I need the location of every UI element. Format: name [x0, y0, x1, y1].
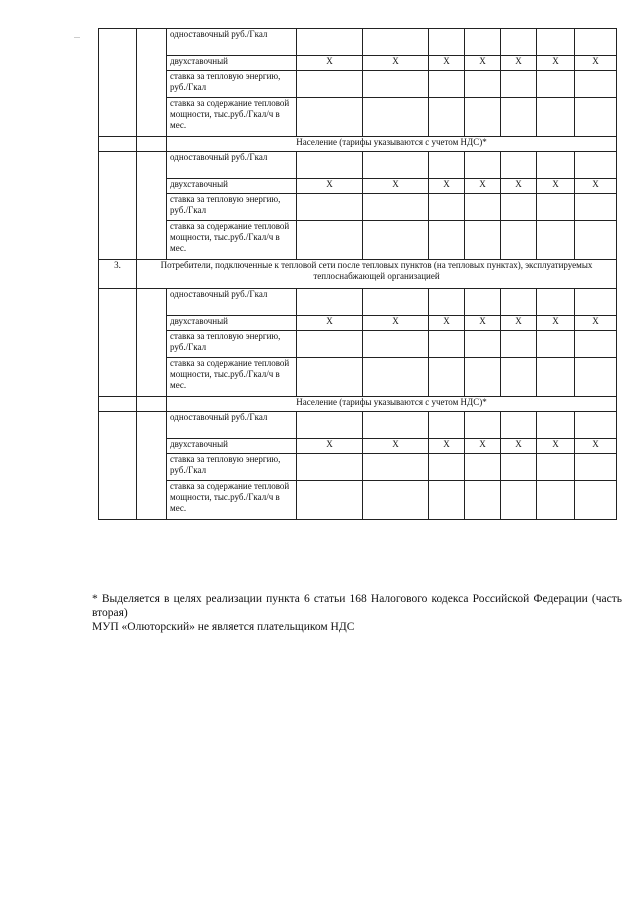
table-row — [99, 221, 617, 260]
section-number: 3. — [99, 260, 137, 289]
population-heading: Население (тарифы указываются с учетом НДС)* — [167, 397, 617, 412]
table-row — [99, 152, 617, 179]
population-heading: Население (тарифы указываются с учетом НДС)* — [167, 137, 617, 152]
table-row — [99, 29, 617, 56]
x-mark: Х — [501, 439, 537, 454]
x-mark: Х — [501, 179, 537, 194]
table-row — [99, 358, 617, 397]
table-row — [99, 454, 617, 481]
table-row — [99, 412, 617, 439]
section-title: Потребители, подключенные к тепловой сети после тепловых пунктов (на тепловых пунктах), эксплуатируемых теплоснабжающей организацией — [137, 260, 617, 289]
x-mark: Х — [297, 179, 363, 194]
table-row — [99, 137, 617, 152]
two-rate-label: двухставочный — [167, 316, 297, 331]
x-mark: Х — [429, 316, 465, 331]
table-row — [99, 316, 617, 331]
tariff-table — [98, 28, 617, 520]
blank-cell — [137, 29, 167, 137]
x-mark: Х — [429, 56, 465, 71]
x-mark: Х — [537, 179, 575, 194]
x-mark: Х — [363, 316, 429, 331]
blank-cell — [137, 289, 167, 397]
vat-status-note: МУП «Олюторский» не является плательщиком НДС — [92, 621, 355, 633]
two-rate-label: двухставочный — [167, 56, 297, 71]
x-mark: Х — [575, 179, 617, 194]
x-mark: Х — [537, 316, 575, 331]
single-rate-label: одноставочный руб./Гкал — [167, 289, 297, 316]
x-mark: Х — [465, 179, 501, 194]
x-mark: Х — [501, 316, 537, 331]
scan-mark — [74, 37, 80, 38]
heat-rate-label: ставка за тепловую энергию, руб./Гкал — [167, 331, 297, 358]
single-rate-label: одноставочный руб./Гкал — [167, 152, 297, 179]
x-mark: Х — [429, 439, 465, 454]
table-row — [99, 194, 617, 221]
blank-cell — [137, 152, 167, 260]
x-mark: Х — [465, 56, 501, 71]
number-cell — [99, 412, 137, 520]
heat-rate-label: ставка за тепловую энергию, руб./Гкал — [167, 71, 297, 98]
x-mark: Х — [575, 316, 617, 331]
capacity-rate-label: ставка за содержание тепловой мощности, тыс.руб./Гкал/ч в мес. — [167, 481, 297, 520]
capacity-rate-label: ставка за содержание тепловой мощности, тыс.руб./Гкал/ч в мес. — [167, 358, 297, 397]
table-row — [99, 179, 617, 194]
table-row — [99, 481, 617, 520]
x-mark: Х — [537, 56, 575, 71]
table-row — [99, 260, 617, 289]
x-mark: Х — [363, 179, 429, 194]
x-mark: Х — [575, 439, 617, 454]
heat-rate-label: ставка за тепловую энергию, руб./Гкал — [167, 454, 297, 481]
number-cell — [99, 152, 137, 260]
number-cell — [99, 289, 137, 397]
table-row — [99, 71, 617, 98]
x-mark: Х — [465, 316, 501, 331]
x-mark: Х — [501, 56, 537, 71]
x-mark: Х — [465, 439, 501, 454]
two-rate-label: двухставочный — [167, 179, 297, 194]
x-mark: Х — [429, 179, 465, 194]
x-mark: Х — [363, 439, 429, 454]
heat-rate-label: ставка за тепловую энергию, руб./Гкал — [167, 194, 297, 221]
table-row — [99, 397, 617, 412]
table-row — [99, 289, 617, 316]
two-rate-label: двухставочный — [167, 439, 297, 454]
x-mark: Х — [575, 56, 617, 71]
number-cell — [99, 29, 137, 137]
single-rate-label: одноставочный руб./Гкал — [167, 29, 297, 56]
capacity-rate-label: ставка за содержание тепловой мощности, тыс.руб./Гкал/ч в мес. — [167, 98, 297, 137]
capacity-rate-label: ставка за содержание тепловой мощности, тыс.руб./Гкал/ч в мес. — [167, 221, 297, 260]
table-row — [99, 331, 617, 358]
blank-cell — [137, 412, 167, 520]
x-mark: Х — [363, 56, 429, 71]
x-mark: Х — [537, 439, 575, 454]
x-mark: Х — [297, 56, 363, 71]
table-row — [99, 56, 617, 71]
vat-footnote: * Выделяется в целях реализации пункта 6 статьи 168 Налогового кодекса Российской Федерации (часть вторая) — [92, 593, 622, 619]
footnote — [92, 592, 622, 634]
single-rate-label: одноставочный руб./Гкал — [167, 412, 297, 439]
x-mark: Х — [297, 439, 363, 454]
x-mark: Х — [297, 316, 363, 331]
table-row — [99, 439, 617, 454]
table-row — [99, 98, 617, 137]
